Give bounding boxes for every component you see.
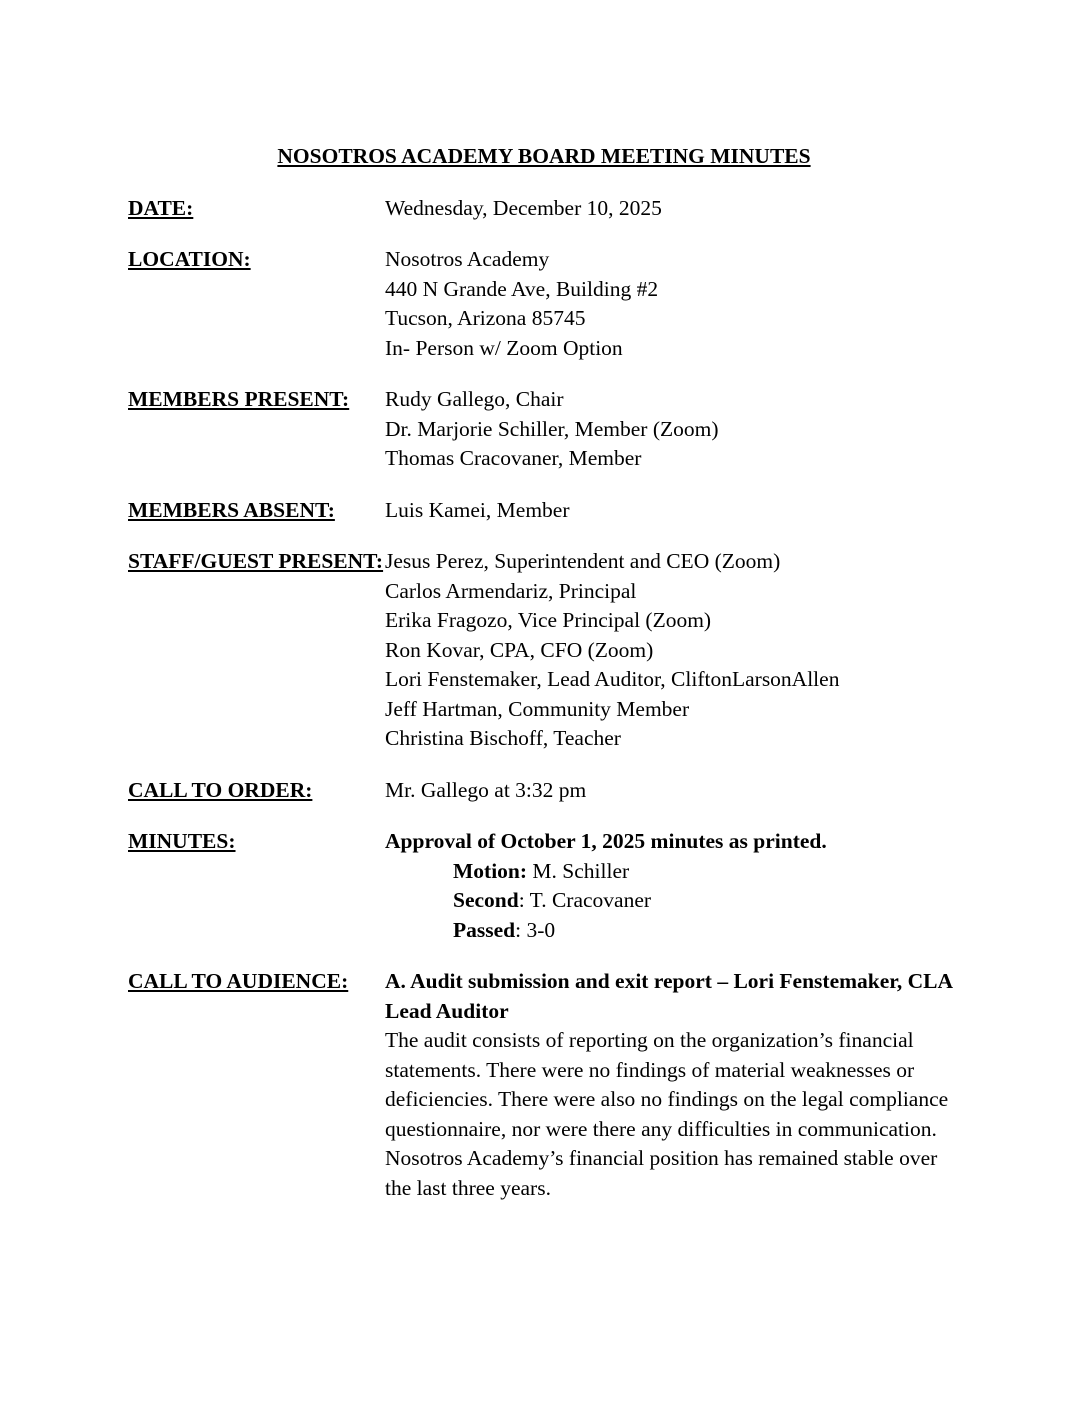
staff-guest-value <box>385 547 960 754</box>
location-line: In- Person w/ Zoom Option <box>385 335 623 360</box>
minutes-label: MINUTES: <box>128 829 236 853</box>
date-line: Wednesday, December 10, 2025 <box>385 195 662 220</box>
staff-guest-label: STAFF/GUEST PRESENT: <box>128 549 384 573</box>
minutes-motion-text: M. Schiller <box>527 858 630 883</box>
call-to-audience-value <box>385 967 960 1203</box>
page-title: NOSOTROS ACADEMY BOARD MEETING MINUTES <box>277 144 811 168</box>
minutes-second-line <box>385 886 960 916</box>
staff-line: Lori Fenstemaker, Lead Auditor, CliftonLarsonAllen <box>385 667 840 691</box>
section-call-to-order <box>128 776 960 806</box>
call-to-order-value <box>385 776 960 806</box>
staff-line: Christina Bischoff, Teacher <box>385 726 621 750</box>
member-line: Thomas Cracovaner, Member <box>385 446 642 470</box>
staff-line: Carlos Armendariz, Principal <box>385 578 637 603</box>
members-present-value <box>385 385 960 474</box>
section-call-to-audience <box>128 967 960 1203</box>
location-line: Nosotros Academy <box>385 247 550 271</box>
minutes-passed-term: Passed <box>453 917 516 942</box>
minutes-second-text: : T. Cracovaner <box>518 888 652 912</box>
member-line: Rudy Gallego, Chair <box>385 387 564 411</box>
minutes-motion-line <box>385 857 960 887</box>
section-date <box>128 194 960 224</box>
section-minutes <box>128 827 960 945</box>
call-to-audience-label: CALL TO AUDIENCE: <box>128 969 349 993</box>
minutes-passed-line <box>385 916 960 946</box>
minutes-approval-line: Approval of October 1, 2025 minutes as printed. <box>385 829 827 853</box>
staff-line: Erika Fragozo, Vice Principal (Zoom) <box>385 608 712 632</box>
section-members-present <box>128 385 960 474</box>
section-members-absent <box>128 496 960 526</box>
location-value <box>385 245 960 363</box>
location-label: LOCATION: <box>128 247 251 271</box>
date-label: DATE: <box>128 195 194 220</box>
minutes-value <box>385 827 960 945</box>
audit-item-title: A. Audit submission and exit report – Lori Fenstemaker, CLA Lead Auditor <box>385 969 952 1023</box>
staff-line: Jeff Hartman, Community Member <box>385 696 690 721</box>
minutes-motion-term: Motion: <box>453 858 528 883</box>
members-absent-label: MEMBERS ABSENT: <box>128 497 335 522</box>
member-line: Luis Kamei, Member <box>385 497 570 522</box>
minutes-passed-text: : 3-0 <box>515 917 556 942</box>
audit-item-body: The audit consists of reporting on the organization’s financial statements. There were no findings of material weaknesses or deficiencies. There were also no findings on the legal compliance questionnaire, nor were there any difficulties in communication. Nosotros Academy’s financial position has remained stable over the last three years. <box>385 1028 949 1200</box>
location-line: Tucson, Arizona 85745 <box>385 306 586 330</box>
minutes-second-term: Second <box>453 888 519 912</box>
staff-line: Ron Kovar, CPA, CFO (Zoom) <box>385 637 654 662</box>
call-to-order-label: CALL TO ORDER: <box>128 777 313 802</box>
staff-line: Jesus Perez, Superintendent and CEO (Zoom) <box>385 549 781 573</box>
section-location <box>128 245 960 363</box>
call-to-order-line: Mr. Gallego at 3:32 pm <box>385 777 587 802</box>
location-line: 440 N Grande Ave, Building #2 <box>385 276 659 301</box>
members-present-label: MEMBERS PRESENT: <box>128 387 350 411</box>
date-value <box>385 194 960 224</box>
section-staff-guest-present <box>128 547 960 754</box>
member-line: Dr. Marjorie Schiller, Member (Zoom) <box>385 416 719 441</box>
members-absent-value <box>385 496 960 526</box>
